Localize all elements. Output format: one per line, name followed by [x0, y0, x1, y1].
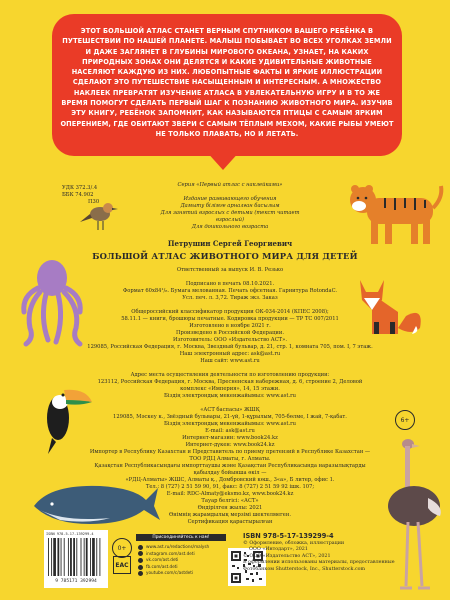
isbn: ISBN 978-5-17-139299-4 [243, 532, 334, 540]
imprint-line [85, 302, 375, 309]
social-link-label: www.ast.ru/redactions/malysh [146, 544, 210, 549]
copyright-line: В оформлении использованы материалы, предоставленные [243, 560, 395, 566]
imprint-line: E-mail: ask@ast.ru [205, 428, 255, 434]
series-line: Серия «Первый атлас с наклейками» [177, 182, 283, 188]
toucan-illustration [36, 376, 96, 456]
imprint-line: Формат 60x84¹/₈. Бумага мелованная. Печать офсетная. Гарнитура RotondaC. [122, 288, 338, 294]
copyright-line: © ООО «Издательство АСТ», 2021 [243, 553, 331, 559]
social-banner: Присоединяйтесь к нам! [136, 534, 226, 541]
social-link-vk[interactable] [138, 557, 230, 564]
social-link-instagram[interactable] [138, 551, 230, 558]
edition-line: Для занятий взрослых с детьми (текст читает взрослый) [160, 210, 300, 223]
bird-illustration [80, 200, 120, 236]
edition-line: Для дошкольного возраста [191, 224, 269, 230]
social-link-label: vk.com/ast.deti [146, 557, 179, 563]
imprint-line: Импортер в Республику Казахстан и Представитель по приему претензий в Республике Казахстан — [89, 449, 371, 455]
imprint-line [85, 274, 375, 281]
barcode-bars [48, 538, 104, 576]
author-code: П30 [88, 199, 100, 205]
imprint-line: E-mail: RDC-Almaty@eksmo.kz, www.book24.kz [166, 491, 294, 497]
imprint-line: Біздің электрондық мекенжайымыз: www.ast.ru [164, 421, 296, 427]
globe-icon [138, 545, 143, 550]
imprint-line: Усл. печ. л. 3,72. Тираж экз. Заказ [182, 295, 278, 301]
imprint-line: «АСТ баспасы» ЖШҚ [200, 407, 260, 413]
youtube-icon [138, 571, 143, 576]
social-link-youtube[interactable] [138, 570, 230, 577]
social-link-label: instagram.com/ast.deti [146, 550, 195, 556]
imprint-line: 58.11.1 — книги, брошюры печатные. Кодировка продукции — ТР ТС 007/2011 [121, 316, 339, 322]
copyright-line: © Оформление, обложка, иллюстрации [243, 541, 345, 546]
imprint-line [85, 365, 375, 372]
social-links [138, 544, 230, 577]
imprint-line: Тел.: 8 (727) 2 51 59 90, 91, факс: 8 (727) 2 51 59 92 ішк. 107; [145, 484, 315, 490]
edition-info [150, 196, 310, 231]
udk-line: УДК 372.3/.4 [62, 185, 98, 191]
octopus-illustration [20, 258, 85, 348]
fox-illustration [354, 276, 424, 338]
tiger-illustration [345, 178, 445, 248]
imprint-line: Общероссийский классификатор продукции ОК-034-2014 (КПЕС 2008); [131, 309, 329, 315]
imprint-line: Интернет-магазин: www.book24.kz [182, 435, 278, 441]
imprint-line: Наш сайт: www.ast.ru [200, 358, 260, 364]
imprint-line: Тауар белгісі: «АСТ» [201, 498, 259, 504]
barcode-isbn: ISBN 978-5-17-139299-4 [46, 532, 94, 536]
imprint-line: Біздің электрондық мекенжайымыз: www.ast.ru [164, 393, 296, 399]
imprint-line: Өндірілген жылы: 2021 [197, 505, 263, 511]
eac-mark: EAC [113, 556, 131, 574]
imprint-line: 129085, Российская Федерация, г. Москва, Звездный бульвар, д. 21, стр. 1, комната 705, пом. I, 7 этаж. [87, 344, 373, 350]
imprint-line: 123112, Российская Федерация, г. Москва, Пресненская набережная, д. 6, строение 2, Деловой комплекс «Империя», 14, 15 этажи. [97, 379, 363, 392]
social-link-website[interactable] [138, 544, 230, 551]
imprint-line: 129085, Мәскеу к., Звёздный бульвары, 21-үй, 1-құрылым, 705-бөлме, I жай, 7-қабат. [113, 414, 347, 420]
facebook-icon [138, 565, 143, 570]
imprint-line: Подписано в печать 08.10.2021. [185, 281, 275, 287]
imprint-line: Қазақстан Республикасындағы импорттаушы және Қазақстан Республикасында наразылықтарды қабылдау бойынша өкіл — [94, 463, 366, 476]
bubble-tail [205, 150, 241, 170]
imprint-line: ТОО РДЦ Алматы, г. Алматы. [189, 456, 271, 462]
edition-line: Издание развивающего обучения [183, 196, 277, 202]
vk-icon [138, 558, 143, 563]
bbk-line: ББК 74.902 [62, 192, 94, 198]
instagram-icon [138, 551, 143, 556]
imprint-line: Адрес места осуществления деятельности по изготовлению продукции: [130, 372, 330, 378]
imprint-line: Произведено в Российской Федерации. [176, 330, 284, 336]
imprint-line: Сертификация қарастырылған [187, 519, 273, 525]
book-title: БОЛЬШОЙ АТЛАС ЖИВОТНОГО МИРА ДЛЯ ДЕТЕЙ [92, 251, 358, 261]
copyright-line: Фотобанком Shutterstock, Inc., Shutterstock.com [243, 566, 366, 572]
imprint-line: Интернет-дүкен: www.book24.kz [185, 442, 275, 448]
whale-illustration [30, 476, 160, 528]
copyright-block [243, 541, 413, 573]
social-link-facebook[interactable] [138, 564, 230, 571]
imprint-line: Изготовитель: ООО «Издательство АСТ». [173, 337, 287, 343]
social-link-label: fb.com/ast.deti [146, 563, 178, 569]
imprint-line: Ответственный за выпуск И. В. Резько [176, 267, 284, 273]
imprint-line: «РДЦ-Алматы» ЖШС, Алматы қ., Домбровский көш., 3«а», Б литер, офис 1. [125, 477, 335, 483]
author-name: Петрушин Сергей Георгиевич [167, 239, 293, 248]
description-text: ЭТОТ БОЛЬШОЙ АТЛАС СТАНЕТ ВЕРНЫМ СПУТНИКОМ ВАШЕГО РЕБЁНКА В ПУТЕШЕСТВИИ ПО НАШЕЙ ПЛАНЕТЕ. МАЛЫШ ПОБЫВАЕТ ВО ВСЕХ УГОЛКАХ ЗЕМЛИ И ДАЖЕ ЗАГЛЯНЕТ В ГЛУБИНЫ МИРОВОГО ОКЕАНА, УЗНАЕТ, НА КАКИХ ПРИРОДНЫХ ЗОНАХ ОНИ ДЕЛЯТСЯ И КАКИЕ УДИВИТЕЛЬНЫЕ ЖИВОТНЫЕ НАСЕЛЯЮТ КАЖДУЮ ИЗ НИХ. ЛЮБОПЫТНЫЕ ФАКТЫ И ЯРКИЕ ИЛЛЮСТРАЦИИ СДЕЛАЮТ ЭТО ПУТЕШЕСТВИЕ НАСЫЩЕННЫМ И ИНТЕРЕСНЫМ. А МНОЖЕСТВО НАКЛЕЕК ПРЕВРАТЯТ ИЗУЧЕНИЕ АТЛАСА В УВЛЕКАТЕЛЬНУЮ ИГРУ И В ТО ЖЕ ВРЕМЯ ПОМОГУТ СДЕЛАТЬ ПЕРВЫЙ ШАГ К ПОЗНАНИЮ ЖИВОТНОГО МИРА. ИЗУЧИВ ЭТУ КНИГУ, РЕБЁНОК ЗАПОМНИТ, КАК НАЗЫВАЮТСЯ ПТИЦЫ С САМЫМ ЯРКИМ ОПЕРЕНИЕМ, ГДЕ ОБИТАЮТ ЗВЕРИ С САМЫМ ТЁПЛЫМ МЕХОМ, КАКИЕ РЫБЫ УМЕЮТ НЕ ТОЛЬКО ПЛАВАТЬ, НО И ЛЕТАТЬ. [60, 27, 394, 138]
imprint-line: Өнімнің жарамдылық мерзімі шектелмеген. [169, 512, 291, 518]
imprint-line: Наш электронный адрес: ask@ast.ru [179, 351, 281, 357]
edition-line: Дамыту білімге арналған басылым [180, 203, 280, 209]
copyright-line: ООО «Интодарт», 2021 [249, 547, 308, 553]
age-rating-badge-small: 0+ [112, 538, 132, 558]
age-rating-badge: 6+ [395, 410, 415, 430]
imprint-line [85, 400, 375, 407]
barcode-digits: 9 785171 392994 [55, 579, 97, 584]
imprint-line: Изготовлено в ноябре 2021 г. [189, 323, 271, 329]
social-link-label: youtube.com/c/astdeti [146, 570, 194, 576]
